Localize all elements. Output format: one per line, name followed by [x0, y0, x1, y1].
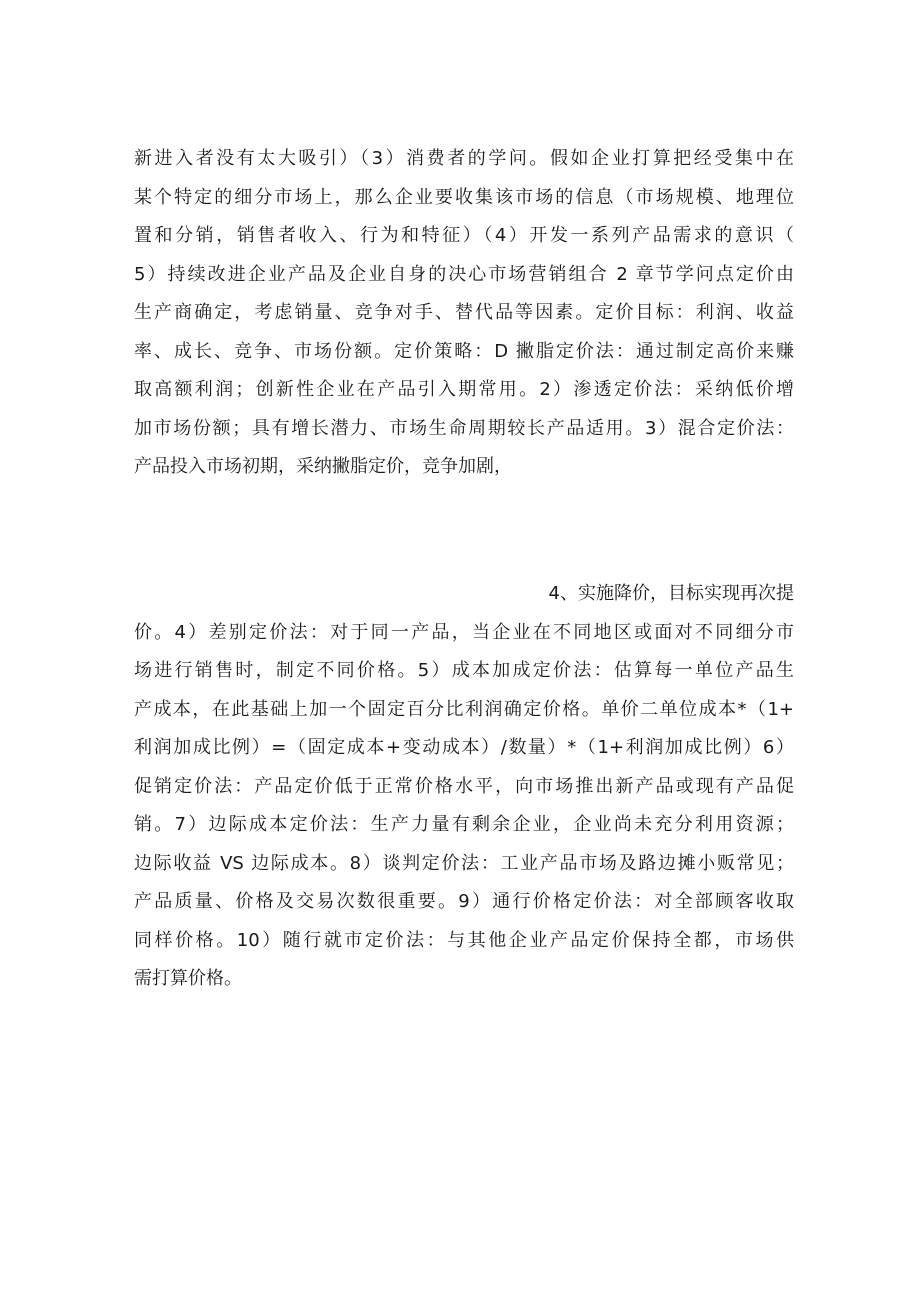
- text-line: 4、实施降价，目标实现再次提: [548, 583, 794, 604]
- paragraph-pricing-methods: [134, 575, 794, 999]
- text-line: 促销定价法：产品定价低于正常价格水平，向市场推出新产品或现有产品促: [134, 775, 794, 797]
- text-line: 生产商确定，考虑销量、竞争对手、替代品等因素。定价目标：利润、收益: [134, 302, 794, 323]
- paragraph-market-pricing: [134, 140, 794, 487]
- text-line: 产成本，在此基础上加一个固定百分比利润确定价格。单价二单位成本*（1+: [134, 698, 794, 720]
- text-line: 5）持续改进企业产品及企业自身的决心市场营销组合 2 章节学问点定价由: [134, 263, 794, 285]
- text-line: 取高额利润；创新性企业在产品引入期常用。2）渗透定价法：采纳低价增: [134, 379, 794, 400]
- text-line: 产品投入市场初期，采纳撇脂定价，竞争加剧，: [134, 456, 512, 477]
- text-line: 边际收益 VS 边际成本。8）谈判定价法：工业产品市场及路边摊小贩常见；: [134, 852, 794, 874]
- text-line: 产品质量、价格及交易次数很重要。9）通行价格定价法：对全部顾客收取: [134, 891, 794, 912]
- text-line: 加市场份额；具有增长潜力、市场生命周期较长产品适用。3）混合定价法：: [134, 417, 794, 439]
- text-line: 某个特定的细分市场上，那么企业要收集该市场的信息（市场规模、地理位: [134, 186, 794, 208]
- text-line: 场进行销售时，制定不同价格。5）成本加成定价法：估算每一单位产品生: [134, 660, 794, 681]
- text-line: 价。4）差别定价法：对于同一产品，当企业在不同地区或面对不同细分市: [134, 621, 794, 643]
- text-line: 同样价格。10）随行就市定价法：与其他企业产品定价保持全都，市场供: [134, 929, 794, 951]
- text-line: 利润加成比例）=（固定成本+变动成本）/数量）*（1+利润加成比例）6）: [134, 737, 794, 758]
- text-line: 需打算价格。: [134, 968, 242, 989]
- text-line: 置和分销，销售者收入、行为和特征）（4）开发一系列产品需求的意识（: [134, 225, 794, 246]
- text-line: 率、成长、竞争、市场份额。定价策略：D 撇脂定价法：通过制定高价来赚: [134, 340, 794, 362]
- text-line: 销。7）边际成本定价法：生产力量有剩余企业，企业尚未充分利用资源；: [134, 814, 794, 835]
- text-line: 新进入者没有太大吸引）（3）消费者的学问。假如企业打算把经受集中在: [134, 148, 794, 169]
